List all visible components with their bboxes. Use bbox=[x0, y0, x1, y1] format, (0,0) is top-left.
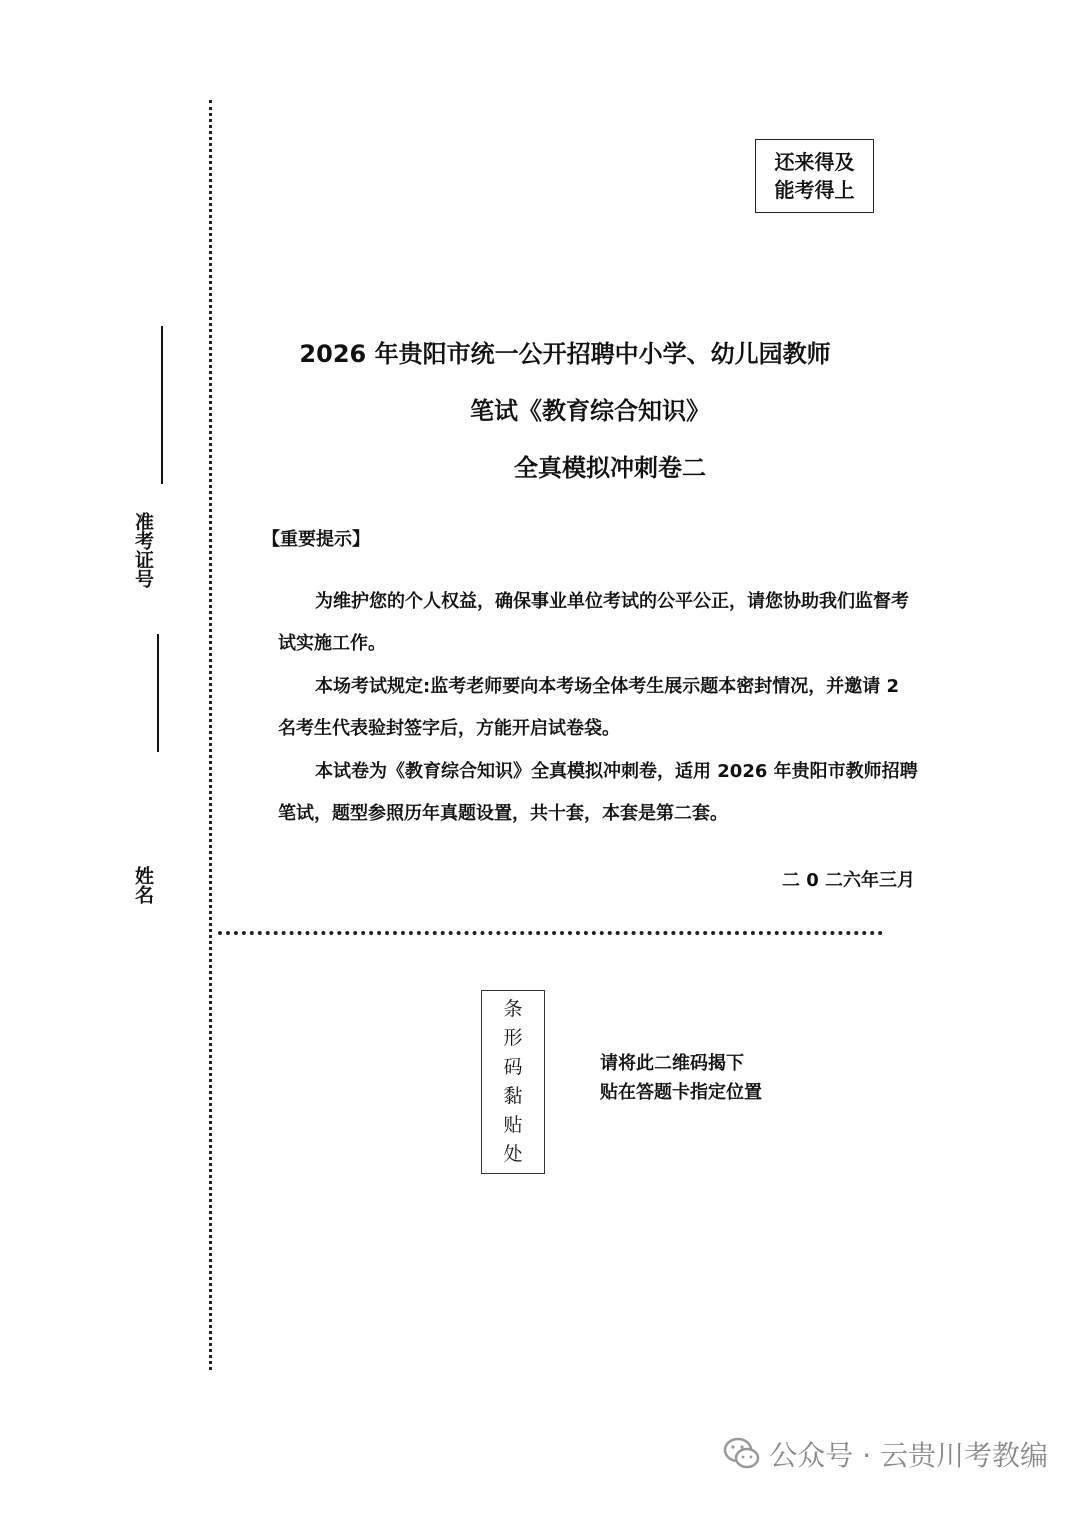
name-label: 姓名 bbox=[132, 866, 154, 904]
binding-dotted-line bbox=[209, 100, 212, 1370]
exam-date: 二 0 二六年三月 bbox=[781, 870, 915, 891]
qr-instruction-line-2: 贴在答题卡指定位置 bbox=[600, 1082, 762, 1103]
admission-number-blank-line bbox=[161, 326, 163, 484]
barcode-char: 形 bbox=[503, 1027, 523, 1049]
motto-stamp-box bbox=[755, 139, 874, 213]
notice-heading: 【重要提示】 bbox=[262, 529, 370, 550]
notice-paragraph-1: 为维护您的个人权益，确保事业单位考试的公平公正，请您协助我们监督考试实施工作。 bbox=[278, 591, 909, 654]
name-blank-line bbox=[157, 634, 159, 752]
barcode-char: 黏 bbox=[503, 1085, 523, 1107]
exam-title-line-2: 笔试《教育综合知识》 bbox=[470, 397, 710, 425]
qr-instruction-line-1: 请将此二维码揭下 bbox=[600, 1053, 744, 1074]
barcode-char: 条 bbox=[503, 998, 523, 1020]
watermark bbox=[723, 1434, 1048, 1474]
exam-title-line-1: 2026 年贵阳市统一公开招聘中小学、幼儿园教师 bbox=[299, 340, 831, 368]
cut-line-divider bbox=[218, 931, 883, 935]
exam-title-line-3: 全真模拟冲刺卷二 bbox=[514, 454, 706, 482]
motto-line-2: 能考得上 bbox=[774, 178, 855, 202]
watermark-text: 公众号 · 云贵川考教编 bbox=[769, 1439, 1048, 1472]
motto-line-1: 还来得及 bbox=[774, 150, 855, 174]
wechat-icon bbox=[723, 1437, 761, 1471]
barcode-sticker-box bbox=[481, 990, 545, 1174]
notice-paragraph-2: 本场考试规定:监考老师要向本考场全体考生展示题本密封情况，并邀请 2 名考生代表验封签字后，方能开启试卷袋。 bbox=[278, 676, 899, 739]
barcode-char: 码 bbox=[503, 1056, 523, 1078]
barcode-char: 处 bbox=[503, 1143, 523, 1165]
barcode-char: 贴 bbox=[503, 1114, 523, 1136]
admission-number-label: 准考证号 bbox=[132, 512, 154, 588]
notice-paragraph-3: 本试卷为《教育综合知识》全真模拟冲刺卷，适用 2026 年贵阳市教师招聘笔试，题型参照历年真题设置，共十套，本套是第二套。 bbox=[278, 761, 918, 824]
